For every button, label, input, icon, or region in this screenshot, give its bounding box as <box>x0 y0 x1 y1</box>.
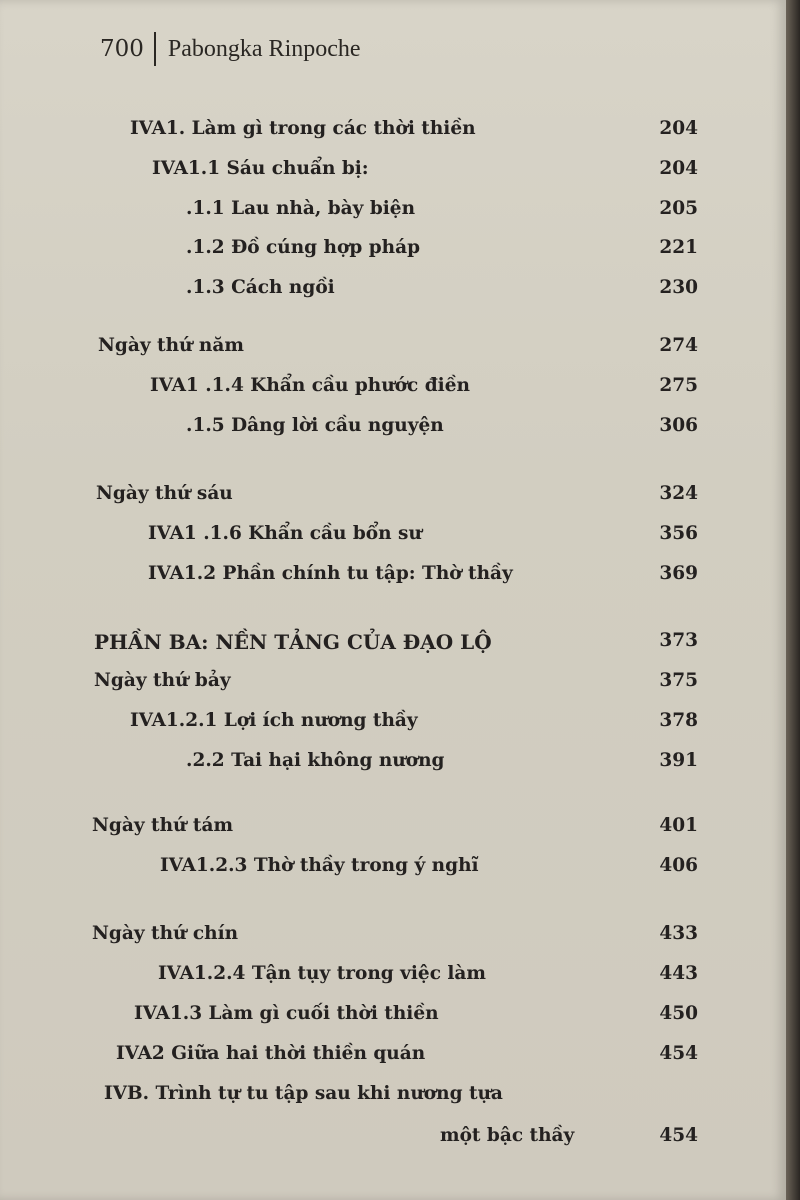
toc-entry-page: 274 <box>659 335 698 356</box>
toc-entry-label: Ngày thứ sáu <box>96 483 233 504</box>
toc-entry-label: .1.2 Đồ cúng hợp pháp <box>186 237 421 258</box>
toc-entry-page: 230 <box>659 277 698 298</box>
toc-entry-label: IVA1.2.1 Lợi ích nương thầy <box>130 710 418 731</box>
toc-entry-page: 401 <box>659 815 698 836</box>
toc-entry-page: 454 <box>659 1125 698 1146</box>
toc-day-heading <box>0 923 786 951</box>
toc-entry <box>0 710 786 738</box>
toc-entry-label: Ngày thứ năm <box>98 335 244 356</box>
toc-entry <box>0 415 786 443</box>
toc-entry-page: 406 <box>659 855 698 876</box>
toc-entry-page: 275 <box>659 375 698 396</box>
toc-entry-page: 324 <box>659 483 698 504</box>
toc-entry-page: 391 <box>659 750 698 771</box>
toc-entry-continuation <box>0 1125 786 1153</box>
toc-part-heading <box>0 630 786 658</box>
toc-entry-page: 375 <box>659 670 698 691</box>
toc-entry-label: Ngày thứ chín <box>92 923 239 944</box>
toc-day-heading <box>0 335 786 363</box>
toc-entry-label: Ngày thứ tám <box>92 815 234 836</box>
toc-entry-label: PHẦN BA: NỀN TẢNG CỦA ĐẠO LỘ <box>94 630 492 654</box>
toc-entry <box>0 158 786 186</box>
toc-entry-page: 221 <box>659 237 698 258</box>
toc-entry-label: IVA1.2.3 Thờ thầy trong ý nghĩ <box>160 855 479 876</box>
toc-entry-page: 373 <box>659 630 698 651</box>
toc-entry-page: 454 <box>659 1043 698 1064</box>
toc-entry-page: 204 <box>659 158 698 179</box>
page-edge-shadow <box>786 0 800 1200</box>
toc-entry-label: IVA1.3 Làm gì cuối thời thiền <box>134 1003 439 1024</box>
toc-entry-page: 369 <box>659 563 698 584</box>
toc-entry <box>0 1083 786 1111</box>
header-divider <box>154 32 156 66</box>
toc-entry-page: 378 <box>659 710 698 731</box>
toc-day-heading <box>0 670 786 698</box>
toc-entry <box>0 237 786 265</box>
toc-entry-label: IVA2 Giữa hai thời thiền quán <box>116 1043 426 1064</box>
page-number: 700 <box>100 36 144 62</box>
toc-entry-label: IVB. Trình tự tu tập sau khi nương tựa <box>104 1083 503 1104</box>
running-header <box>100 32 361 66</box>
toc-entry-label: IVA1. Làm gì trong các thời thiền <box>130 118 476 139</box>
toc-entry <box>0 963 786 991</box>
toc-entry-page: 433 <box>659 923 698 944</box>
toc-entry <box>0 750 786 778</box>
toc-entry-label: IVA1.2.4 Tận tụy trong việc làm <box>158 963 486 984</box>
toc-entry-label: .1.3 Cách ngồi <box>186 277 335 298</box>
toc-entry-page: 306 <box>659 415 698 436</box>
toc-entry <box>0 1043 786 1071</box>
toc-entry <box>0 375 786 403</box>
toc-entry-label: IVA1 .1.6 Khẩn cầu bổn sư <box>148 523 422 544</box>
toc-entry <box>0 855 786 883</box>
toc-entry-label: .1.1 Lau nhà, bày biện <box>186 198 416 219</box>
toc-entry <box>0 118 786 146</box>
toc-entry-label: IVA1.2 Phần chính tu tập: Thờ thầy <box>148 563 513 584</box>
author-name: Pabongka Rinpoche <box>167 35 361 62</box>
toc-entry-page: 204 <box>659 118 698 139</box>
toc-day-heading <box>0 815 786 843</box>
toc-entry-label: IVA1.1 Sáu chuẩn bị: <box>152 158 369 179</box>
toc-entry <box>0 1003 786 1031</box>
toc-entry-label: IVA1 .1.4 Khẩn cầu phước điền <box>150 375 470 396</box>
toc-entry-page: 205 <box>659 198 698 219</box>
toc-entry-page: 356 <box>659 523 698 544</box>
toc-entry-label: .2.2 Tai hại không nương <box>186 750 445 771</box>
toc-entry <box>0 523 786 551</box>
toc-entry <box>0 277 786 305</box>
toc-entry <box>0 563 786 591</box>
toc-entry <box>0 198 786 226</box>
toc-entry-label: một bậc thầy <box>440 1125 575 1146</box>
toc-day-heading <box>0 483 786 511</box>
toc-entry-label: .1.5 Dâng lời cầu nguyện <box>186 415 444 436</box>
toc-entry-page: 450 <box>659 1003 698 1024</box>
toc-entry-label: Ngày thứ bảy <box>94 670 231 691</box>
toc-entry-page: 443 <box>659 963 698 984</box>
